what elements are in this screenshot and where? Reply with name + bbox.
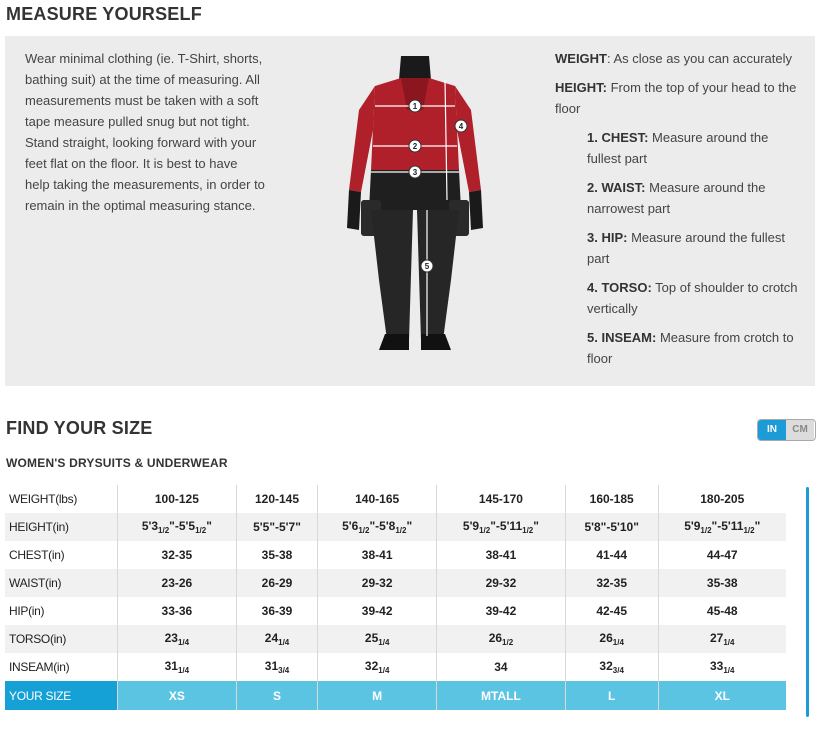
table-cell: 26-29 [236, 569, 318, 597]
table-cell: 160-185 [565, 485, 658, 513]
unit-toggle[interactable] [757, 419, 816, 441]
row-label: HIP(in) [5, 597, 118, 625]
table-cell: 32-35 [118, 541, 237, 569]
row-label: WEIGHT(lbs) [5, 485, 118, 513]
size-table [5, 485, 786, 710]
table-cell: 23-26 [118, 569, 237, 597]
table-cell: 35-38 [658, 569, 786, 597]
table-cell: 120-145 [236, 485, 318, 513]
table-cell: 38-41 [318, 541, 437, 569]
table-cell: $24_{1/4}$ [236, 625, 318, 653]
table-cell: $23_{1/4}$ [118, 625, 237, 653]
table-cell: 140-165 [318, 485, 437, 513]
row-label: TORSO(in) [5, 625, 118, 653]
table-row [5, 485, 786, 513]
measure-panel [5, 36, 815, 386]
table-cell: 180-205 [658, 485, 786, 513]
table-cell: 39-42 [437, 597, 566, 625]
table-cell: $31_{3/4}$ [236, 653, 318, 681]
row-label: WAIST(in) [5, 569, 118, 597]
instruction-weight: WEIGHT: As close as you can accurately [555, 51, 792, 66]
instruction-chest: 1. CHEST: Measure around the fullest part [587, 130, 769, 166]
your-size-row [5, 681, 786, 710]
size-cell: M [318, 681, 437, 710]
intro-text: Wear minimal clothing (ie. T-Shirt, shorts, bathing suit) at the time of measuring. All measurements must be taken with a soft tape measure pulled snug but not tight. Stand straight, looking forward with your feet flat on the floor. It is best to have help taking the measurements, in order to remain in the optimal measuring stance. [25, 51, 265, 213]
size-cell: L [565, 681, 658, 710]
table-cell: $25_{1/4}$ [318, 625, 437, 653]
svg-text:3: 3 [412, 168, 418, 177]
instruction-height: HEIGHT: From the top of your head to the floor [555, 80, 797, 116]
drysuit-figure-image [335, 50, 495, 350]
size-cell: S [236, 681, 318, 710]
svg-text:4: 4 [458, 122, 464, 131]
table-cell: 36-39 [236, 597, 318, 625]
table-cell: 45-48 [658, 597, 786, 625]
your-size-label: YOUR SIZE [5, 681, 118, 710]
table-cell: $33_{1/4}$ [658, 653, 786, 681]
table-cell: $5'6_{1/2}"-5'8_{1/2}$" [318, 513, 437, 541]
table-cell: $5'9_{1/2}"-5'11_{1/2}$" [437, 513, 566, 541]
size-cell: XL [658, 681, 786, 710]
table-cell: 34 [437, 653, 566, 681]
table-cell: 38-41 [437, 541, 566, 569]
table-cell: 5'8"-5'10" [565, 513, 658, 541]
size-cell: XS [118, 681, 237, 710]
table-row [5, 513, 786, 541]
table-cell: 33-36 [118, 597, 237, 625]
table-scrollbar[interactable] [806, 487, 809, 717]
table-row [5, 625, 786, 653]
measure-yourself-heading: MEASURE YOURSELF [6, 4, 202, 24]
table-subheading: WOMEN'S DRYSUITS & UNDERWEAR [6, 456, 228, 470]
table-cell: 42-45 [565, 597, 658, 625]
row-label: INSEAM(in) [5, 653, 118, 681]
table-cell: $32_{1/4}$ [318, 653, 437, 681]
table-cell: 5'5"-5'7" [236, 513, 318, 541]
table-cell: $5'3_{1/2}"-5'5_{1/2}$" [118, 513, 237, 541]
instruction-torso: 4. TORSO: Top of shoulder to crotch vertically [587, 280, 798, 316]
unit-cm-button[interactable]: CM [786, 420, 814, 440]
table-cell: 41-44 [565, 541, 658, 569]
svg-text:1: 1 [412, 102, 418, 111]
table-cell: 145-170 [437, 485, 566, 513]
table-cell: $31_{1/4}$ [118, 653, 237, 681]
measurement-instructions [555, 48, 805, 377]
instruction-waist: 2. WAIST: Measure around the narrowest part [587, 180, 766, 216]
table-row [5, 569, 786, 597]
table-cell: 29-32 [437, 569, 566, 597]
size-cell: MTALL [437, 681, 566, 710]
table-cell: 44-47 [658, 541, 786, 569]
table-cell: 39-42 [318, 597, 437, 625]
table-cell: $27_{1/4}$ [658, 625, 786, 653]
table-cell: $26_{1/2}$ [437, 625, 566, 653]
table-cell: 32-35 [565, 569, 658, 597]
table-cell: 100-125 [118, 485, 237, 513]
instruction-hip: 3. HIP: Measure around the fullest part [587, 230, 786, 266]
table-cell: $5'9_{1/2}"-5'11_{1/2}$" [658, 513, 786, 541]
svg-text:5: 5 [424, 262, 430, 271]
table-cell: 35-38 [236, 541, 318, 569]
table-row [5, 541, 786, 569]
table-row [5, 597, 786, 625]
svg-text:2: 2 [412, 142, 418, 151]
table-row [5, 653, 786, 681]
row-label: HEIGHT(in) [5, 513, 118, 541]
table-cell: 29-32 [318, 569, 437, 597]
row-label: CHEST(in) [5, 541, 118, 569]
table-cell: $26_{1/4}$ [565, 625, 658, 653]
instruction-inseam: 5. INSEAM: Measure from crotch to floor [587, 330, 794, 366]
find-your-size-heading: FIND YOUR SIZE [6, 418, 153, 438]
unit-in-button[interactable]: IN [758, 420, 786, 440]
table-cell: $32_{3/4}$ [565, 653, 658, 681]
